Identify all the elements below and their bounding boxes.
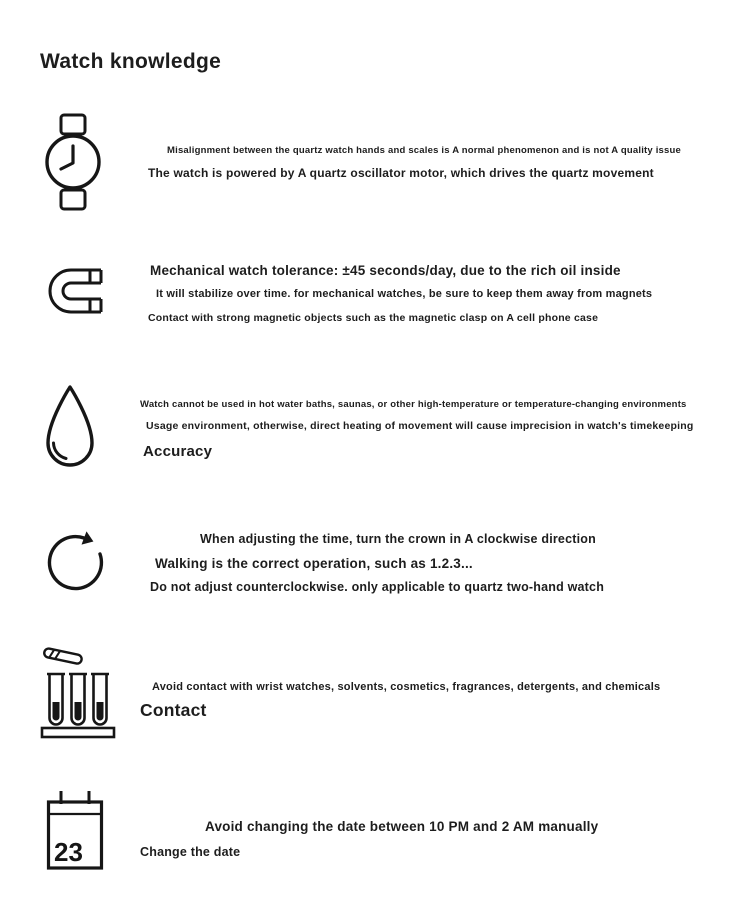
magnet-icon [43, 264, 105, 318]
crown-line-adjust: When adjusting the time, turn the crown in A clockwise direction [200, 532, 596, 546]
accuracy-heading: Accuracy [143, 443, 213, 460]
calendar-day-number: 23 [54, 837, 83, 867]
magnet-line-tolerance: Mechanical watch tolerance: ±45 seconds/day, due to the rich oil inside [150, 263, 621, 278]
calendar-icon [45, 789, 105, 875]
watch-icon [45, 112, 101, 212]
temperature-line-heating: Usage environment, otherwise, direct heating of movement will cause imprecision in watch's timekeeping [146, 420, 694, 432]
magnet-line-contact: Contact with strong magnetic objects such as the magnetic clasp on A cell phone case [148, 312, 599, 324]
crown-line-walking: Walking is the correct operation, such as 1.2.3... [155, 556, 473, 571]
test-tubes-icon [40, 644, 116, 744]
quartz-note-main: The watch is powered by A quartz oscillator motor, which drives the quartz movement [148, 166, 654, 180]
magnet-line-stabilize: It will stabilize over time. for mechanical watches, be sure to keep them away from magnets [156, 288, 653, 300]
page-title: Watch knowledge [40, 50, 222, 74]
water-drop-icon [40, 383, 100, 477]
date-line-avoid: Avoid changing the date between 10 PM and 2 AM manually [205, 819, 599, 834]
chemicals-line-avoid: Avoid contact with wrist watches, solvents, cosmetics, fragrances, detergents, and chemicals [152, 681, 661, 693]
contact-heading: Contact [140, 700, 207, 720]
date-line-change: Change the date [140, 845, 241, 859]
temperature-line-usage: Watch cannot be used in hot water baths, saunas, or other high-temperature or temperature-changing environments [140, 399, 687, 410]
quartz-note-small: Misalignment between the quartz watch hands and scales is A normal phenomenon and is not A quality issue [167, 145, 682, 156]
crown-line-counterclockwise: Do not adjust counterclockwise. only applicable to quartz two-hand watch [150, 580, 605, 594]
clockwise-arrow-icon [42, 524, 108, 594]
